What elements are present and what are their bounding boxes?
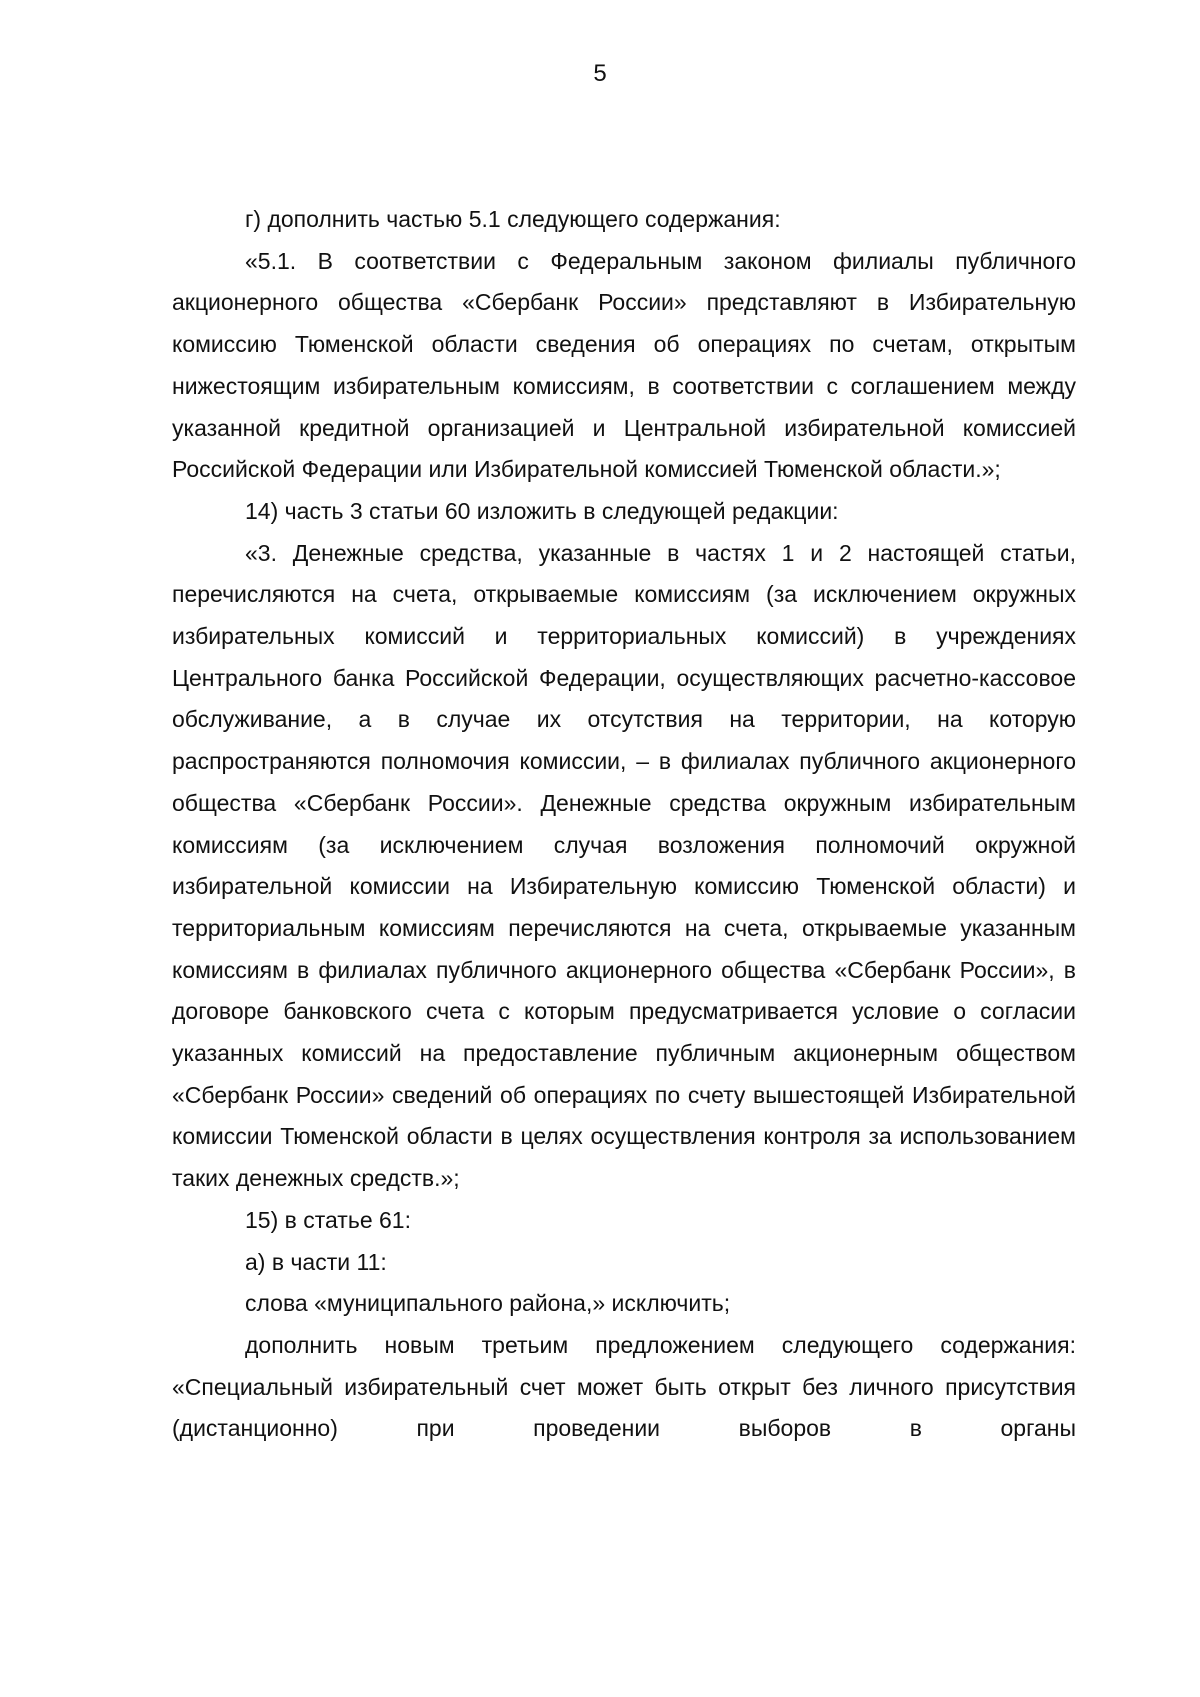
paragraph-words-exclusion: слова «муниципального района,» исключить; — [245, 1290, 731, 1317]
paragraph-third-sentence: дополнить новым третьим предложением следующего содержания: «Специальный избирательный счет может быть открыт без личного присутствия (дистанционно) при проведении выборов в органы — [172, 1331, 1076, 1442]
page-number: 5 — [593, 60, 607, 87]
document-body — [172, 199, 1076, 1450]
paragraph-amendment-g: г) дополнить частью 5.1 следующего содержания: — [245, 206, 781, 232]
paragraph-item-15: 15) в статье 61: — [245, 1206, 411, 1233]
paragraph-part-5-1: «5.1. В соответствии с Федеральным законом филиалы публичного акционерного общества «Сбербанк России» представляют в Избирательную комиссию Тюменской области сведения об операциях по счетам, открытым нижестоящим избирательным комиссиям, в соответствии с соглашением между указанной кредитной организацией и Центральной избирательной комиссией Российской Федерации или Избирательной комиссией Тюменской области.»; — [172, 247, 1076, 483]
paragraph-item-14: 14) часть 3 статьи 60 изложить в следующей редакции: — [245, 497, 839, 524]
paragraph-subitem-a: а) в части 11: — [245, 1248, 387, 1275]
paragraph-part-3-article-60: «3. Денежные средства, указанные в частях 1 и 2 настоящей статьи, перечисляются на счета, открываемые комиссиям (за исключением окружных избирательных комиссий и территориальных комиссий) в учреждениях Центрального банка Российской Федерации, осуществляющих расчетно-кассовое обслуживание, а в случае их отсутствия на территории, на которую распространяются полномочия комиссии, – в филиалах публичного акционерного общества «Сбербанк России». Денежные средства окружным избирательным комиссиям (за исключением случая возложения полномочий окружной избирательной комиссии на Избирательную комиссию Тюменской области) и территориальным комиссиям перечисляются на счета, открываемые указанным комиссиям в филиалах публичного акционерного общества «Сбербанк России», в договоре банковского счета с которым предусматривается условие о согласии указанных комиссий на предоставление публичным акционерным обществом «Сбербанк России» сведений об операциях по счету вышестоящей Избирательной комиссии Тюменской области в целях осуществления контроля за использованием таких денежных средств.»; — [172, 539, 1076, 1192]
